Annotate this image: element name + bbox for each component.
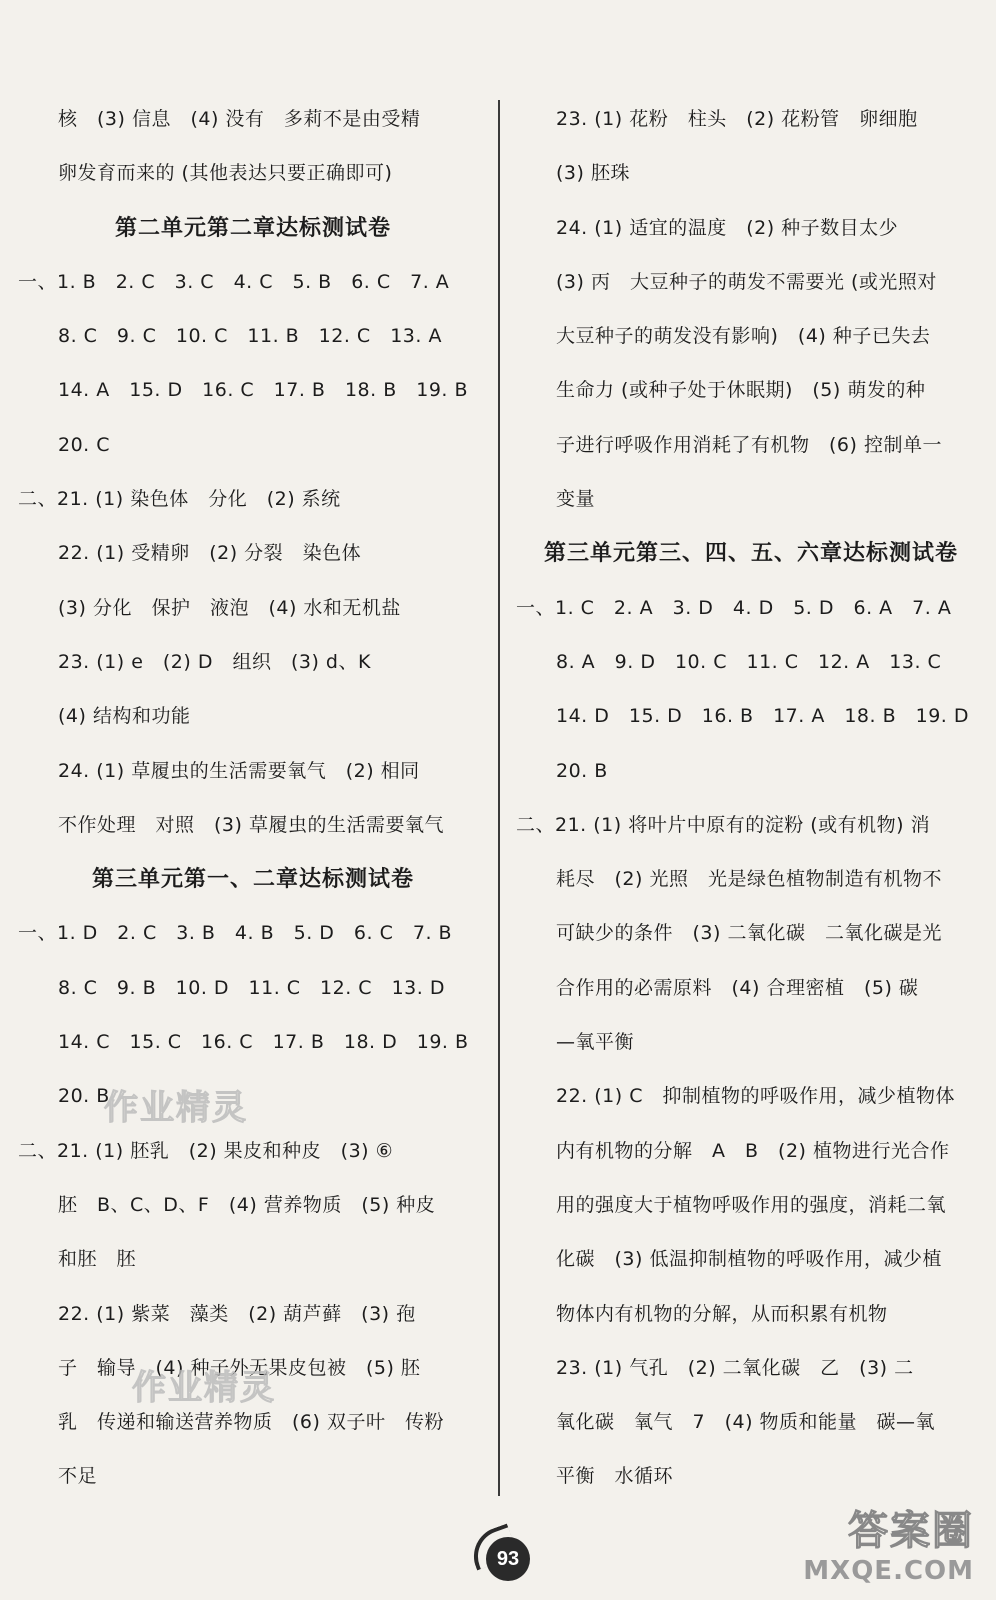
- text-line: 24. (1) 草履虫的生活需要氧气 (2) 相同: [58, 759, 420, 782]
- text-line: 20. B: [556, 759, 608, 782]
- text-line: (3) 分化 保护 液泡 (4) 水和无机盐: [58, 596, 401, 619]
- text-line: 可缺少的条件 (3) 二氧化碳 二氧化碳是光: [556, 922, 942, 945]
- brand-name: 答案圈: [848, 1508, 974, 1554]
- section-title: 第三单元第三、四、五、六章达标测试卷: [543, 540, 958, 567]
- text-line: 平衡 水循环: [556, 1465, 674, 1488]
- text-line: 22. (1) C 抑制植物的呼吸作用，减少植物体: [556, 1085, 955, 1108]
- text-line: 24. (1) 适宜的温度 (2) 种子数目太少: [556, 216, 899, 239]
- text-line: 20. B: [58, 1085, 110, 1108]
- text-line: 化碳 (3) 低温抑制植物的呼吸作用，减少植: [556, 1248, 942, 1271]
- left-column: [18, 92, 488, 1504]
- text-line: 卵发育而来的 (其他表达只要正确即可): [58, 162, 393, 185]
- text-line: 二、21. (1) 染色体 分化 (2) 系统: [18, 488, 341, 511]
- text-line: 一、1. D 2. C 3. B 4. B 5. D 6. C 7. B: [18, 922, 453, 945]
- text-line: 子进行呼吸作用消耗了有机物 (6) 控制单一: [556, 433, 942, 456]
- text-line: 氧化碳 氧气 7 (4) 物质和能量 碳—氧: [556, 1411, 936, 1434]
- right-column: [516, 92, 986, 1504]
- text-line: 不作处理 对照 (3) 草履虫的生活需要氧气: [58, 813, 444, 836]
- text-line: 23. (1) e (2) D 组织 (3) d、K: [58, 650, 371, 673]
- text-line: 8. A 9. D 10. C 11. C 12. A 13. C: [556, 650, 942, 673]
- text-line: (4) 结构和功能: [58, 705, 191, 728]
- text-line: 20. C: [58, 433, 111, 456]
- text-line: 22. (1) 受精卵 (2) 分裂 染色体: [58, 542, 362, 565]
- text-line: 内有机物的分解 A B (2) 植物进行光合作: [556, 1139, 950, 1162]
- text-line: (3) 丙 大豆种子的萌发不需要光 (或光照对: [556, 270, 937, 293]
- text-line: 生命力 (或种子处于休眠期) (5) 萌发的种: [556, 379, 926, 402]
- text-line: 二、21. (1) 胚乳 (2) 果皮和种皮 (3) ⑥: [18, 1139, 394, 1162]
- text-line: 一、1. C 2. A 3. D 4. D 5. D 6. A 7. A: [516, 596, 952, 619]
- text-line: 和胚 胚: [58, 1248, 137, 1271]
- section-title: 第三单元第一、二章达标测试卷: [91, 866, 414, 893]
- watermark: 作业精灵: [104, 1088, 248, 1128]
- text-line: 23. (1) 气孔 (2) 二氧化碳 乙 (3) 二: [556, 1356, 914, 1379]
- section-title: 第二单元第二章达标测试卷: [114, 214, 391, 241]
- text-line: 一、1. B 2. C 3. C 4. C 5. B 6. C 7. A: [18, 270, 450, 293]
- text-line: 14. D 15. D 16. B 17. A 18. B 19. D: [556, 705, 969, 728]
- text-line: 核 (3) 信息 (4) 没有 多莉不是由受精: [58, 108, 421, 130]
- text-line: 耗尽 (2) 光照 光是绿色植物制造有机物不: [556, 868, 942, 891]
- text-line: 乳 传递和输送营养物质 (6) 双子叶 传粉: [58, 1411, 444, 1434]
- brand-url: MXQE.COM: [803, 1556, 974, 1586]
- text-line: 8. C 9. B 10. D 11. C 12. C 13. D: [58, 976, 445, 999]
- column-divider: [498, 100, 500, 1496]
- text-line: 不足: [58, 1465, 98, 1488]
- text-line: 14. C 15. C 16. C 17. B 18. D 19. B: [58, 1031, 469, 1054]
- text-line: 胚 B、C、D、F (4) 营养物质 (5) 种皮: [58, 1193, 436, 1216]
- brand-logo: [803, 1499, 974, 1586]
- text-line: 用的强度大于植物呼吸作用的强度，消耗二氧: [556, 1193, 947, 1216]
- page-number: 93: [486, 1537, 530, 1581]
- text-line: 合作用的必需原料 (4) 合理密植 (5) 碳: [556, 976, 919, 999]
- text-line: 二、21. (1) 将叶片中原有的淀粉 (或有机物) 消: [516, 813, 931, 836]
- text-line: 14. A 15. D 16. C 17. B 18. B 19. B: [58, 379, 469, 402]
- text-line: 子 输导 (4) 种子外无果皮包被 (5) 胚: [58, 1356, 421, 1379]
- text-line: 物体内有机物的分解，从而积累有机物: [556, 1302, 888, 1325]
- watermark: 作业精灵: [132, 1368, 276, 1408]
- text-line: —氧平衡: [556, 1031, 635, 1054]
- text-line: 22. (1) 紫菜 藻类 (2) 葫芦藓 (3) 孢: [58, 1302, 416, 1325]
- text-line: 8. C 9. C 10. C 11. B 12. C 13. A: [58, 325, 442, 348]
- text-line: 23. (1) 花粉 柱头 (2) 花粉管 卵细胞: [556, 108, 918, 130]
- text-line: 大豆种子的萌发没有影响) (4) 种子已失去: [556, 325, 931, 348]
- text-line: 变量: [556, 488, 596, 511]
- text-line: (3) 胚珠: [556, 162, 630, 185]
